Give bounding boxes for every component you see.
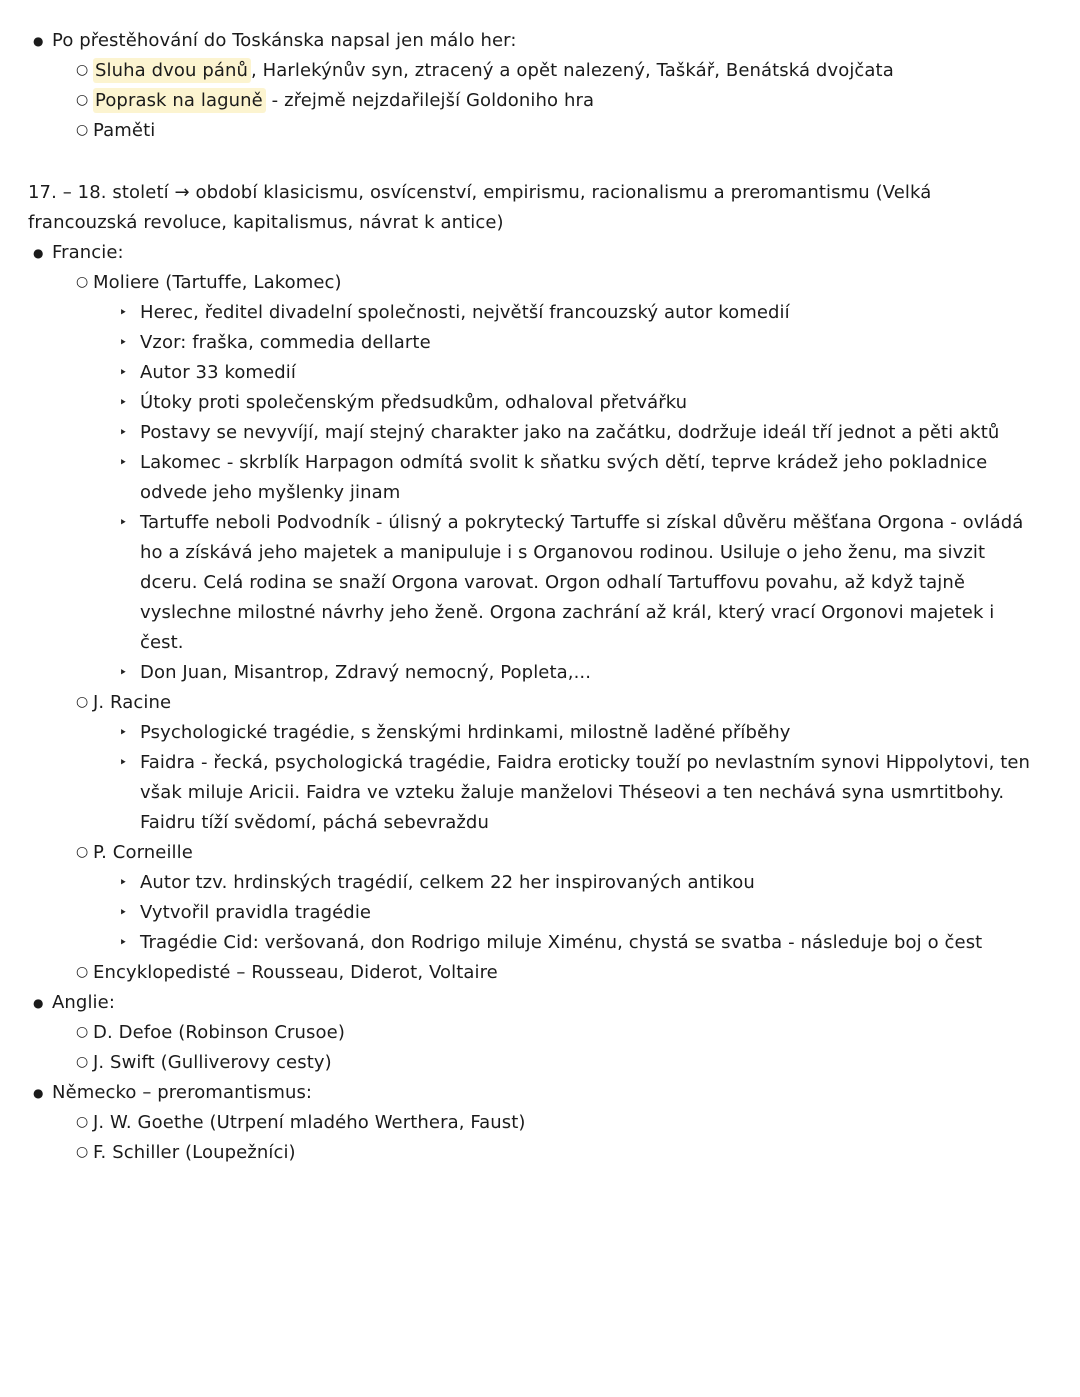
text-segment: Faidra - řecká, psychologická tragédie, Faidra eroticky touží po nevlastním synovi Hippolytovi, ten však miluje Aricii. Faidra ve vzteku žaluje manželovi Théseovi a ten nechává syna usmrtitbohy. Faidru tíží svědomí, páchá sebevraždu: [140, 752, 1031, 833]
note-text: [93, 88, 594, 113]
text-segment: D. Defoe (Robinson Crusoe): [93, 1022, 345, 1043]
list-item: [28, 358, 1038, 388]
text-segment: Autor tzv. hrdinských tragédií, celkem 22 her inspirovaných antikou: [140, 872, 755, 893]
note-text: [52, 992, 115, 1013]
bullet-arrow-icon: ‣: [119, 395, 128, 411]
bullet-open-icon: ○: [76, 1024, 89, 1040]
bullet-open-icon: ○: [76, 844, 89, 860]
list-item: [28, 448, 1038, 508]
note-text: [93, 58, 894, 83]
list-item: [28, 688, 1038, 718]
list-item: [28, 116, 1038, 146]
list-item: [28, 26, 1038, 56]
text-segment: Paměti: [93, 120, 156, 141]
text-segment: Herec, ředitel divadelní společnosti, největší francouzský autor komedií: [140, 302, 790, 323]
text-segment: J. Racine: [93, 692, 172, 713]
list-item: [28, 718, 1038, 748]
bullet-open-icon: ○: [76, 1114, 89, 1130]
text-segment: Anglie:: [52, 992, 115, 1013]
bullet-open-icon: ○: [76, 964, 89, 980]
note-text: [140, 722, 791, 743]
bullet-arrow-icon: ‣: [119, 875, 128, 891]
bullet-arrow-icon: ‣: [119, 515, 128, 531]
note-text: [93, 962, 498, 983]
list-item: [28, 508, 1038, 658]
bullet-open-icon: ○: [76, 274, 89, 290]
note-text: [93, 842, 193, 863]
note-text: [140, 662, 591, 683]
bullet-open-icon: ○: [76, 62, 89, 78]
note-text: [140, 752, 1030, 833]
text-segment: Vytvořil pravidla tragédie: [140, 902, 372, 923]
note-text: [140, 902, 371, 923]
list-item: [28, 928, 1038, 958]
text-segment: Tragédie Cid: veršovaná, don Rodrigo miluje Ximénu, chystá se svatba - následuje boj o čest: [140, 932, 983, 953]
text-segment: Encyklopedisté – Rousseau, Diderot, Voltaire: [93, 962, 498, 983]
note-text: [140, 362, 296, 383]
list-item: [28, 1138, 1038, 1168]
text-segment: Útoky proti společenským předsudkům, odhaloval přetvářku: [140, 392, 688, 413]
notes-list: [28, 26, 1038, 1168]
note-text: [140, 302, 790, 323]
note-text: [93, 692, 171, 713]
bullet-filled-icon: ●: [33, 1086, 44, 1100]
highlighted-text: Sluha dvou pánů: [93, 58, 251, 83]
text-segment: Německo – preromantismus:: [52, 1082, 313, 1103]
bullet-arrow-icon: ‣: [119, 455, 128, 471]
text-segment: J. Swift (Gulliverovy cesty): [93, 1052, 332, 1073]
note-text: [140, 872, 755, 893]
list-item: [28, 1078, 1038, 1108]
list-item: [28, 328, 1038, 358]
text-segment: Lakomec - skrblík Harpagon odmítá svolit k sňatku svých dětí, teprve krádež jeho pokladnice odvede jeho myšlenky jinam: [140, 452, 988, 503]
list-item: [28, 748, 1038, 838]
bullet-arrow-icon: ‣: [119, 365, 128, 381]
note-text: [52, 1082, 312, 1103]
text-segment: Vzor: fraška, commedia dellarte: [140, 332, 431, 353]
list-item: [28, 388, 1038, 418]
list-item: [28, 238, 1038, 268]
bullet-open-icon: ○: [76, 694, 89, 710]
bullet-open-icon: ○: [76, 122, 89, 138]
list-item: [28, 658, 1038, 688]
list-item: [28, 1048, 1038, 1078]
list-item: [28, 868, 1038, 898]
highlighted-text: Poprask na laguně: [93, 88, 266, 113]
bullet-arrow-icon: ‣: [119, 305, 128, 321]
note-text: [140, 932, 982, 953]
list-item: [28, 1018, 1038, 1048]
list-item: [28, 56, 1038, 86]
list-item: [28, 838, 1038, 868]
note-text: [52, 30, 517, 51]
note-text: [52, 242, 124, 263]
bullet-arrow-icon: ‣: [119, 905, 128, 921]
bullet-arrow-icon: ‣: [119, 335, 128, 351]
note-text: [28, 182, 931, 233]
text-segment: Moliere (Tartuffe, Lakomec): [93, 272, 342, 293]
bullet-open-icon: ○: [76, 92, 89, 108]
list-item: [28, 298, 1038, 328]
text-segment: P. Corneille: [93, 842, 193, 863]
note-text: [93, 120, 155, 141]
bullet-filled-icon: ●: [33, 246, 44, 260]
note-text: [140, 332, 431, 353]
bullet-arrow-icon: ‣: [119, 725, 128, 741]
list-item: [28, 958, 1038, 988]
paragraph: [28, 178, 1038, 238]
bullet-arrow-icon: ‣: [119, 935, 128, 951]
text-segment: Postavy se nevyvíjí, mají stejný charakter jako na začátku, dodržuje ideál tří jednot a pěti aktů: [140, 422, 1000, 443]
text-segment: , Harlekýnův syn, ztracený a opět nalezený, Taškář, Benátská dvojčata: [251, 60, 894, 81]
note-text: [93, 272, 342, 293]
text-segment: Po přestěhování do Toskánska napsal jen málo her:: [52, 30, 517, 51]
list-item: [28, 1108, 1038, 1138]
text-segment: F. Schiller (Loupežníci): [93, 1142, 296, 1163]
text-segment: Tartuffe neboli Podvodník - úlisný a pokrytecký Tartuffe si získal důvěru měšťana Orgona - ovládá ho a získává jeho majetek a manipuluje i s Organovou rodinou. Usiluje o jeho ženu, ma sivzit dceru. Celá rodina se snaží Orgona varovat. Orgon odhalí Tartuffovu povahu, až když tajně vyslechne milostné návrhy jeho ženě. Orgona zachrání až král, který vrací Orgonovi majetek i čest.: [140, 512, 1024, 653]
note-text: [140, 422, 999, 443]
bullet-filled-icon: ●: [33, 34, 44, 48]
bullet-arrow-icon: ‣: [119, 755, 128, 771]
bullet-arrow-icon: ‣: [119, 425, 128, 441]
list-item: [28, 418, 1038, 448]
bullet-open-icon: ○: [76, 1054, 89, 1070]
text-segment: Psychologické tragédie, s ženskými hrdinkami, milostně laděné příběhy: [140, 722, 791, 743]
list-item: [28, 988, 1038, 1018]
text-segment: - zřejmě nejzdařilejší Goldoniho hra: [265, 90, 595, 111]
note-text: [93, 1022, 345, 1043]
note-text: [140, 452, 987, 503]
note-text: [93, 1052, 332, 1073]
note-text: [140, 512, 1023, 653]
text-segment: Francie:: [52, 242, 124, 263]
bullet-arrow-icon: ‣: [119, 665, 128, 681]
text-segment: 17. – 18. století → období klasicismu, osvícenství, empirismu, racionalismu a preromantismu (Velká francouzská revoluce, kapitalismus, návrat k antice): [28, 182, 932, 233]
note-text: [93, 1142, 296, 1163]
list-item: [28, 898, 1038, 928]
bullet-filled-icon: ●: [33, 996, 44, 1010]
text-segment: Don Juan, Misantrop, Zdravý nemocný, Popleta,...: [140, 662, 592, 683]
note-text: [93, 1112, 526, 1133]
list-item: [28, 268, 1038, 298]
text-segment: J. W. Goethe (Utrpení mladého Werthera, Faust): [93, 1112, 526, 1133]
note-text: [140, 392, 687, 413]
text-segment: Autor 33 komedií: [140, 362, 296, 383]
list-item: [28, 86, 1038, 116]
bullet-open-icon: ○: [76, 1144, 89, 1160]
